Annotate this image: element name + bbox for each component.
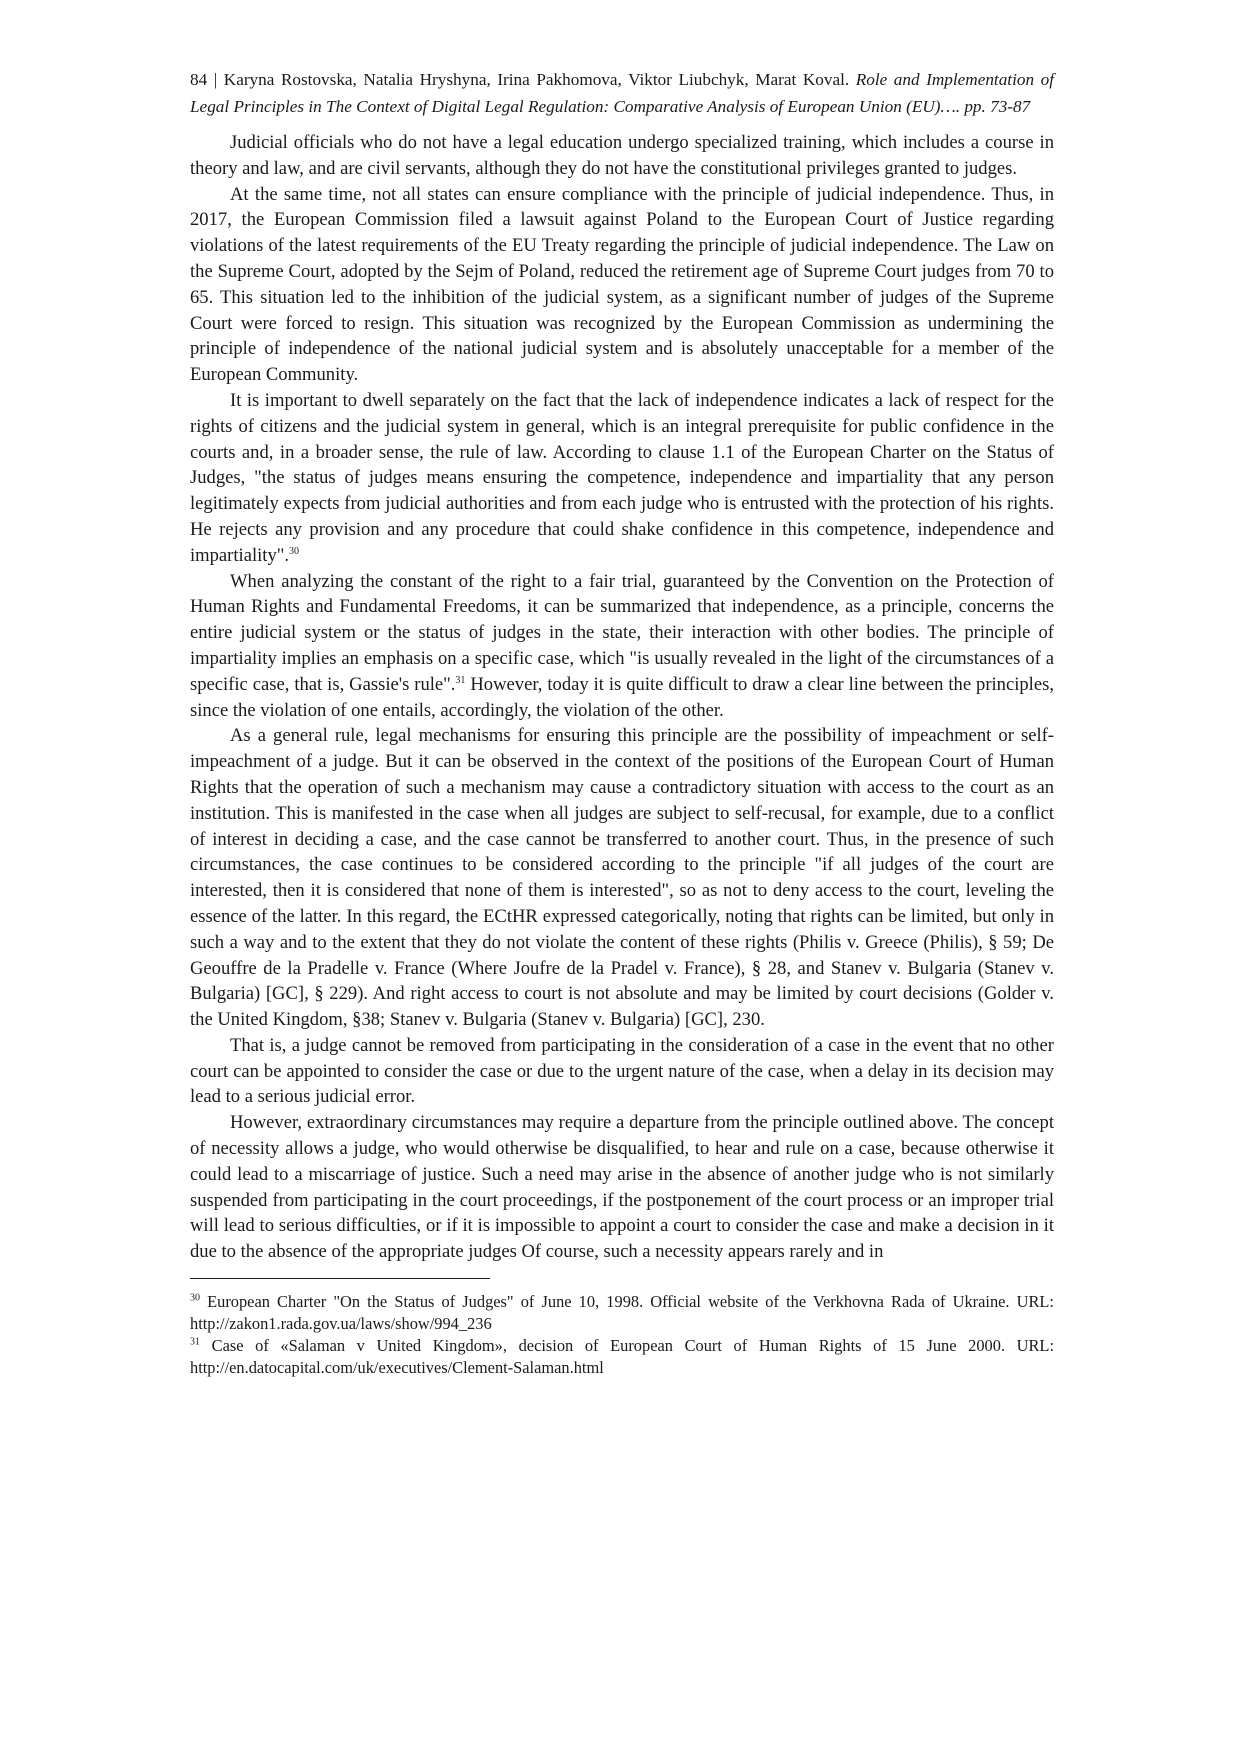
footnotes xyxy=(190,1291,1054,1379)
header-authors: Karyna Rostovska, Natalia Hryshyna, Irina Pakhomova, Viktor Liubchyk, Marat Koval. xyxy=(223,70,856,89)
paragraph-3 xyxy=(190,388,1054,569)
paragraph-7: However, extraordinary circumstances may require a departure from the principle outlined above. The concept of necessity allows a judge, who would otherwise be disqualified, to hear and rule on a case, because otherwise it could lead to a miscarriage of justice. Such a need may arise in the absence of another judge who is not similarly suspended from participating in the court proceedings, if the postponement of the court process or an improper trial will lead to serious difficulties, or if it is impossible to appoint a court to consider the case and make a decision in it due to the absence of the appropriate judges Of course, such a necessity appears rarely and in xyxy=(190,1112,1054,1263)
footnote-31 xyxy=(190,1335,1054,1379)
paragraph-4 xyxy=(190,569,1054,724)
paragraph-2: At the same time, not all states can ensure compliance with the principle of judicial independence. Thus, in 2017, the European Commission filed a lawsuit against Poland to the European Court of Justice regarding violations of the latest requirements of the EU Treaty regarding the principle of judicial independence. The Law on the Supreme Court, adopted by the Sejm of Poland, reduced the retirement age of Supreme Court judges from 70 to 65. This situation led to the inhibition of the judicial system, as a significant number of judges of the Supreme Court were forced to resign. This situation was recognized by the European Commission as undermining the principle of independence of the national judicial system and is absolutely unacceptable for a member of the European Community. xyxy=(190,183,1054,386)
header-separator: | xyxy=(207,70,224,89)
body-text xyxy=(190,130,1054,1265)
page-number: 84 xyxy=(190,70,208,89)
paragraph-1: Judicial officials who do not have a legal education undergo specialized training, which includes a course in theory and law, and are civil servants, although they do not have the constitutional privileges granted to judges. xyxy=(190,132,1054,179)
header-article-title: Role and Implementation of Legal Principles in The Context of Digital Legal Regulation: Comparative Analysis of European Union (EU)…. pp. 73-87 xyxy=(190,70,1054,116)
paragraph-6: That is, a judge cannot be removed from participating in the consideration of a case in the event that no other court can be appointed to consider the case or due to the urgent nature of the case, when a delay in its decision may lead to a serious judicial error. xyxy=(190,1034,1054,1108)
footnote-number: 30 xyxy=(190,1292,200,1304)
footnote-30 xyxy=(190,1291,1054,1335)
footnote-number: 31 xyxy=(190,1336,200,1348)
paragraph-3-text: It is important to dwell separately on the fact that the lack of independence indicates a lack of respect for the rights of citizens and the judicial system in general, which is an integral prerequisite for public confidence in the courts and, in a broader sense, the rule of law. According to clause 1.1 of the European Charter on the Status of Judges, "the status of judges means ensuring the competence, independence and impartiality that any person legitimately expects from judicial authorities and from each judge who is entrusted with the protection of his rights. He rejects any provision and any procedure that could shake confidence in this competence, independence and impartiality". xyxy=(190,389,1054,566)
running-header xyxy=(190,66,1054,120)
footnote-text: Case of «Salaman v United Kingdom», decision of European Court of Human Rights of 15 June 2000. URL: http://en.datocapital.com/uk/executives/Clement-Salaman.html xyxy=(190,1336,1054,1378)
paragraph-4-text-b: However, today it is quite difficult to draw a clear line between the principles, since the violation of one entails, accordingly, the violation of the other. xyxy=(190,673,1054,721)
footnote-text: European Charter "On the Status of Judges" of June 10, 1998. Official website of the Verkhovna Rada of Ukraine. URL: http://zakon1.rada.gov.ua/laws/show/994_236 xyxy=(190,1292,1054,1334)
footnote-ref-31[interactable]: 31 xyxy=(455,674,466,686)
footnote-divider xyxy=(190,1278,490,1279)
document-page xyxy=(190,66,1054,1379)
footnote-ref-30[interactable]: 30 xyxy=(289,545,299,557)
paragraph-5: As a general rule, legal mechanisms for ensuring this principle are the possibility of impeachment or self-impeachment of a judge. But it can be observed in the context of the positions of the European Court of Human Rights that the operation of such a mechanism may cause a contradictory situation with access to the court as an institution. This is manifested in the case when all judges are subject to self-recusal, for example, due to a conflict of interest in deciding a case, and the case cannot be transferred to another court. Thus, in the presence of such circumstances, the case continues to be considered according to the principle "if all judges of the court are interested, then it is considered that none of them is interested", so as not to deny access to the court, leveling the essence of the latter. In this regard, the ECtHR expressed categorically, noting that rights can be limited, but only in such a way and to the extent that they do not violate the content of these rights (Philis v. Greece (Philis), § 59; De Geouffre de la Pradelle v. France (Where Joufre de la Pradel v. France), § 28, and Stanev v. Bulgaria (Stanev v. Bulgaria) [GC], § 229). And right access to court is not absolute and may be limited by court decisions (Golder v. the United Kingdom, §38; Stanev v. Bulgaria (Stanev v. Bulgaria) [GC], 230. xyxy=(190,725,1054,1031)
paragraph-4-text-a: When analyzing the constant of the right to a fair trial, guaranteed by the Convention on the Protection of Human Rights and Fundamental Freedoms, it can be summarized that independence, as a principle, concerns the entire judicial system or the status of judges in the state, their interaction with other bodies. The principle of impartiality implies an emphasis on a specific case, which "is usually revealed in the light of the circumstances of a specific case, that is, Gassie's rule". xyxy=(190,570,1054,695)
